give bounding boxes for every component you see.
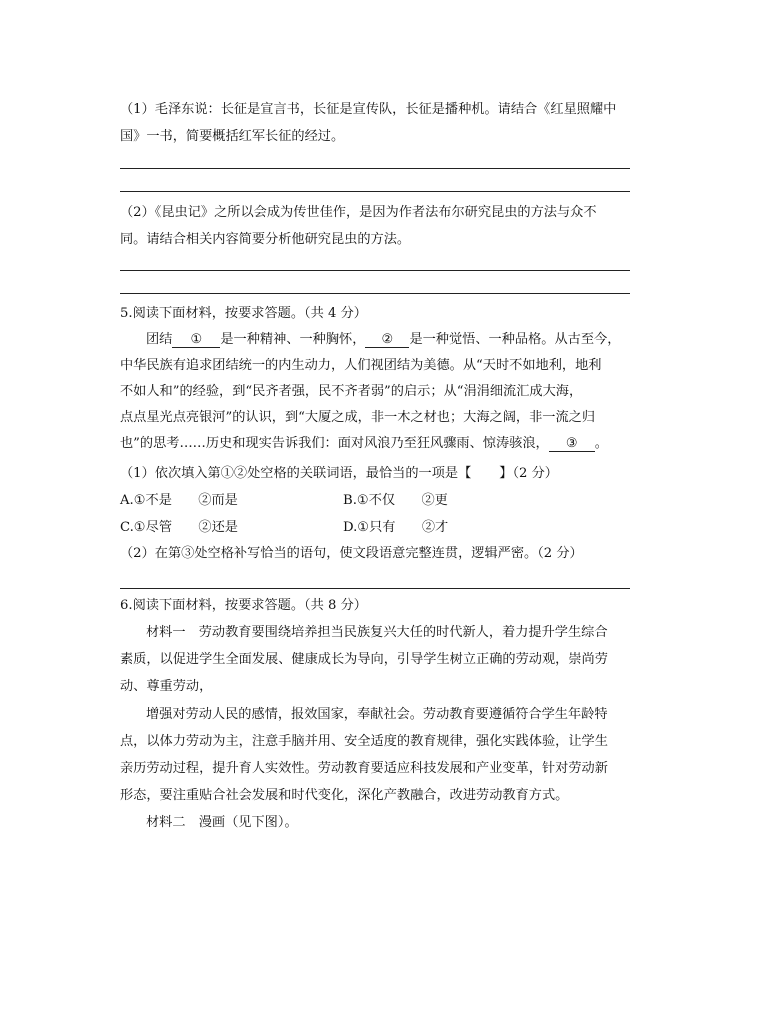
q5-passage-line-2: 中华民族有追求团结统一的内生动力，人们视团结为美德。从“天时不如地利，地利 [120,358,602,373]
q-mao-line-1: （1）毛泽东说：长征是宣言书，长征是宣传队，长征是播种机。请结合《红星照耀中 [120,102,617,117]
q6-material1-line-1: 材料一 劳动教育要围绕培养担当民族复兴大任的时代新人，着力提升学生综合 [146,625,608,640]
q5-passage-text-e: 。 [594,436,608,451]
q6-heading: 6.阅读下面材料，按要求答题。（共 8 分） [120,598,367,613]
blank-3[interactable]: ③ [549,436,595,452]
q5-passage-line-5 [120,435,608,453]
answer-line-2[interactable] [120,191,630,192]
q6-material1-line-3: 动、尊重劳动， [120,679,213,694]
q6-material1-line-7: 形态，要注重贴合社会发展和时代变化，深化产教融合，改进劳动教育方式。 [120,788,569,803]
q5-sub-2: （2）在第③处空格补写恰当的语句，使文段语意完整连贯，逻辑严密。（2 分） [120,546,583,561]
answer-line-5[interactable] [120,588,630,589]
q5-passage-text-d: 也”的思考……历史和现实告诉我们：面对风浪乃至狂风骤雨、惊涛骇浪， [120,436,549,451]
blank-1[interactable]: ① [172,332,220,348]
q5-sub-1-text: （1）依次填入第①②处空格的关联词语，最恰当的一项是【 [120,466,472,481]
q6-material1-line-5: 点，以体力劳动为主，注意手脑并用、安全适度的教育规律，强化实践体验，让学生 [120,734,608,749]
q6-material2: 材料二 漫画（见下图）。 [146,815,298,830]
blank-2[interactable]: ② [365,332,409,348]
q5-passage-text-b: 是一种精神、一种胸怀， [220,332,366,347]
option-a[interactable]: A.①不是 ②而是 [120,493,238,508]
q5-passage-line-1 [146,331,620,349]
answer-line-1[interactable] [120,168,630,169]
answer-line-3[interactable] [120,270,630,271]
option-c[interactable]: C.①尽管 ②还是 [120,520,238,535]
q5-passage-line-3: 不如人和”的经验，到“民齐者强，民不齐者弱”的启示；从“涓涓细流汇成大海， [120,384,583,399]
q-mao-line-2: 国》一书，简要概括红军长征的经过。 [120,129,345,144]
q5-passage-text-c: 是一种觉悟、一种品格。从古至今， [409,332,621,347]
q5-heading: 5.阅读下面材料，按要求答题。（共 4 分） [120,306,367,321]
q5-passage-line-4: 点点星光点亮银河”的认识，到“大厦之成，非一木之材也；大海之阔，非一流之归 [120,410,596,425]
option-d[interactable]: D.①只有 ②才 [343,520,449,535]
q6-material1-line-6: 亲历劳动过程，提升育人实效性。劳动教育要适应科技发展和产业变革，针对劳动新 [120,761,608,776]
q5-passage-text-a: 团结 [146,332,173,347]
q5-sub-1-score: 】（2 分） [499,466,558,481]
answer-line-4[interactable] [120,293,630,294]
option-b[interactable]: B.①不仅 ②更 [343,493,448,508]
q-insect-line-2: 同。请结合相关内容简要分析他研究昆虫的方法。 [120,232,411,247]
q6-material1-line-2: 素质，以促进学生全面发展、健康成长为导向，引导学生树立正确的劳动观，崇尚劳 [120,652,608,667]
q-insect-line-1: （2）《昆虫记》之所以会成为传世佳作，是因为作者法布尔研究昆虫的方法与众不 [120,205,597,220]
q5-sub-1 [120,465,558,483]
q6-material1-line-4: 增强对劳动人民的感情，报效国家，奉献社会。劳动教育要遵循符合学生年龄特 [146,707,608,722]
